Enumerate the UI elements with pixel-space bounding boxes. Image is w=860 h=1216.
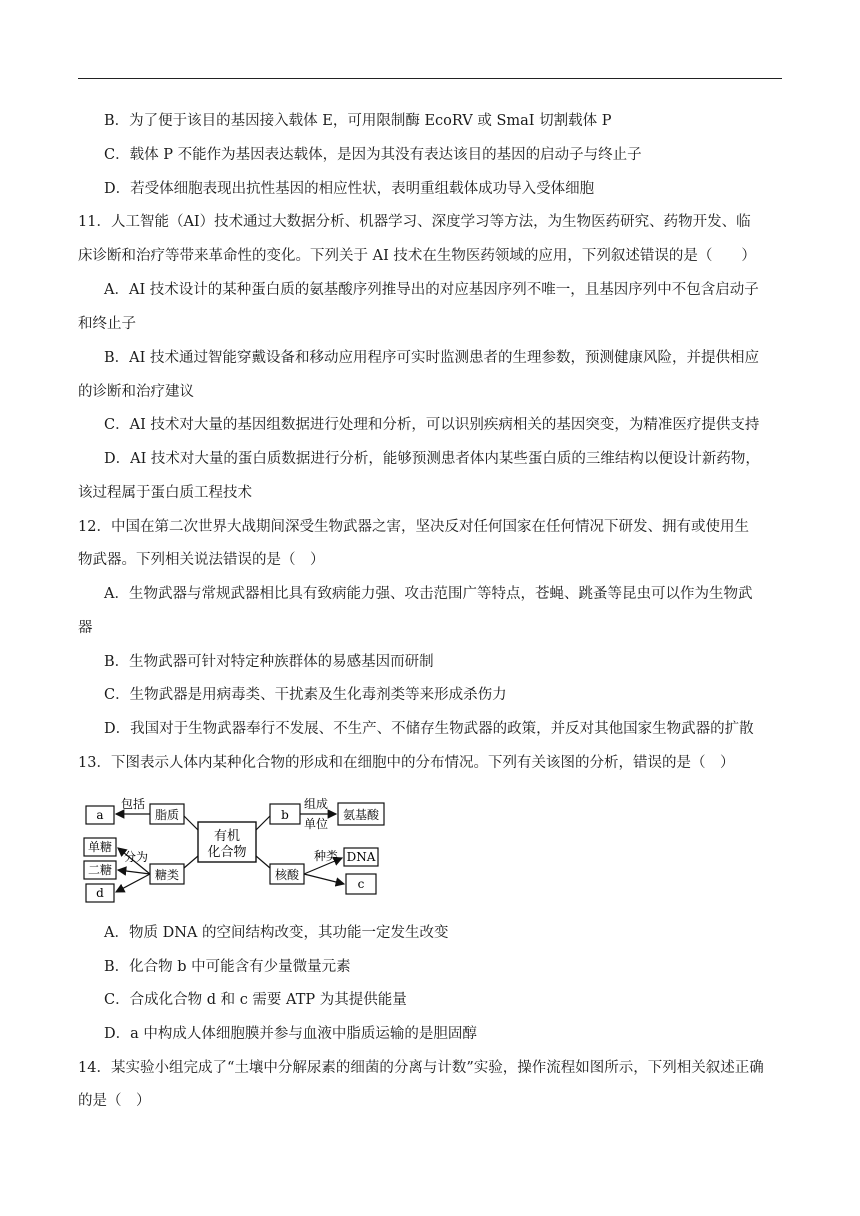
sugar-label: 糖类 xyxy=(154,868,180,882)
q10-option-d: D．若受体细胞表现出抗性基因的相应性状，表明重组载体成功导入受体细胞 xyxy=(104,181,595,197)
q12-option-c: C．生物武器是用病毒类、干扰素及生化毒剂类等来形成杀伤力 xyxy=(104,687,507,703)
q12-option-a: A．生物武器与常规武器相比具有致病能力强、攻击范围广等特点，苍蝇、跳蚤等昆虫可以作为生物武 xyxy=(104,586,753,602)
q11-stem-line2: 床诊断和治疗等带来革命性的变化。下列关于 AI 技术在生物医药领域的应用，下列叙述错误的是（ ） xyxy=(78,248,756,264)
q12-option-d: D．我国对于生物武器奉行不发展、不生产、不储存生物武器的政策，并反对其他国家生物武器的扩散 xyxy=(104,721,754,737)
include-label: 包括 xyxy=(120,797,146,811)
lipid-label: 脂质 xyxy=(154,808,180,822)
center-to-sugar-line xyxy=(184,856,198,868)
nucleic-to-c-arrow xyxy=(304,874,344,884)
center-to-nucleic-line xyxy=(256,856,270,868)
q13-option-b: B．化合物 b 中可能含有少量微量元素 xyxy=(104,959,351,975)
q12-option-a-cont: 器 xyxy=(78,620,93,636)
q13-option-c: C．合成化合物 d 和 c 需要 ATP 为其提供能量 xyxy=(104,992,407,1008)
kinds-label: 种类 xyxy=(313,849,339,863)
center-label-line1: 有机 xyxy=(213,829,241,844)
q11-option-d-cont: 该过程属于蛋白质工程技术 xyxy=(78,485,252,501)
header-rule xyxy=(78,78,782,79)
q10-option-b: B．为了便于该目的基因接入载体 E，可用限制酶 EcoRV 或 SmaI 切割载体 P xyxy=(104,113,612,129)
q12-stem-line2: 物武器。下列相关说法错误的是（ ） xyxy=(78,552,325,568)
q13-option-d: D．a 中构成人体细胞膜并参与血液中脂质运输的是胆固醇 xyxy=(104,1026,477,1042)
dna-label: DNA xyxy=(346,850,376,864)
q13-option-a: A．物质 DNA 的空间结构改变，其功能一定发生改变 xyxy=(104,925,449,941)
sugar-to-d-arrow xyxy=(116,874,150,892)
b-label: b xyxy=(281,808,289,822)
mono-label: 单糖 xyxy=(87,840,113,854)
q11-option-a: A．AI 技术设计的某种蛋白质的氨基酸序列推导出的对应基因序列不唯一，且基因序列中不包含启动子 xyxy=(104,282,759,298)
diagram-svg xyxy=(80,788,400,904)
q14-stem-line1: 14．某实验小组完成了“土壤中分解尿素的细菌的分离与计数”实验，操作流程如图所示，下列相关叙述正确 xyxy=(78,1060,764,1076)
q11-stem-line1: 11．人工智能（AI）技术通过大数据分析、机器学习、深度学习等方法，为生物医药研究、药物开发、临 xyxy=(78,214,751,230)
a-label: a xyxy=(96,808,104,822)
center-label-line2: 化合物 xyxy=(207,845,247,860)
q12-stem-line1: 12．中国在第二次世界大战期间深受生物武器之害，坚决反对任何国家在任何情况下研发、拥有或使用生 xyxy=(78,519,749,535)
divide-label: 分为 xyxy=(123,850,149,864)
center-to-b-line xyxy=(256,816,270,830)
q11-option-d: D．AI 技术对大量的蛋白质数据进行分析，能够预测患者体内某些蛋白质的三维结构以便设计新药物， xyxy=(104,451,760,467)
di-label: 二糖 xyxy=(87,863,113,877)
q11-option-c: C．AI 技术对大量的基因组数据进行处理和分析，可以识别疾病相关的基因突变，为精准医疗提供支持 xyxy=(104,417,760,433)
organic-compound-diagram xyxy=(80,788,400,904)
unit-label-line2: 单位 xyxy=(303,817,329,831)
center-to-lipid-line xyxy=(184,816,198,830)
amino-label: 氨基酸 xyxy=(342,808,380,822)
q11-option-a-cont: 和终止子 xyxy=(78,316,136,332)
q11-option-b-cont: 的诊断和治疗建议 xyxy=(78,384,194,400)
nucleic-label: 核酸 xyxy=(274,868,300,882)
q14-stem-line2: 的是（ ） xyxy=(78,1093,151,1109)
q11-option-b: B．AI 技术通过智能穿戴设备和移动应用程序可实时监测患者的生理参数，预测健康风险，并提供相应 xyxy=(104,350,759,366)
unit-label-line1: 组成 xyxy=(303,797,329,811)
q12-option-b: B．生物武器可针对特定种族群体的易感基因而研制 xyxy=(104,654,434,670)
c-label: c xyxy=(357,877,365,891)
q10-option-c: C．载体 P 不能作为基因表达载体，是因为其没有表达该目的基因的启动子与终止子 xyxy=(104,147,642,163)
d-label: d xyxy=(96,886,104,900)
q13-stem: 13．下图表示人体内某种化合物的形成和在细胞中的分布情况。下列有关该图的分析，错误的是（ ） xyxy=(78,755,735,771)
